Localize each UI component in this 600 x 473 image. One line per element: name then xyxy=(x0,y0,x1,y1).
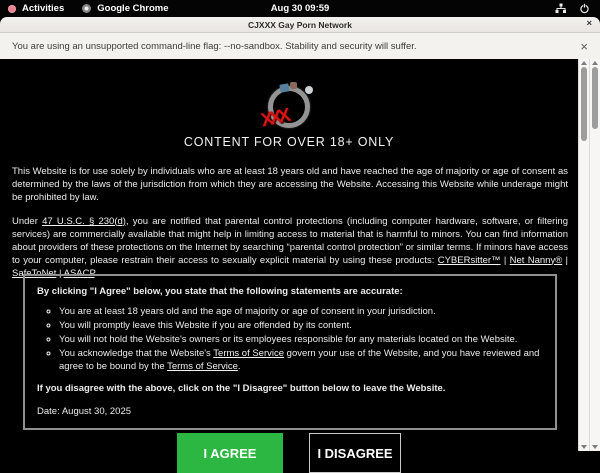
scrollbar-thumb-outer[interactable] xyxy=(581,67,587,141)
safetonet-link[interactable]: SafeToNet xyxy=(12,267,57,279)
p2-text: Under xyxy=(12,215,43,227)
p2-text: . xyxy=(94,267,98,279)
i-disagree-button[interactable]: I DISAGREE xyxy=(309,433,401,473)
bullet-text: govern your use of the Website, and you have reviewed and agree to be bound by the xyxy=(59,348,540,372)
age-gate-page xyxy=(0,59,600,461)
sandbox-warning-infobar xyxy=(0,33,600,59)
scroll-up-icon[interactable] xyxy=(592,61,598,65)
asacp-link[interactable]: ASACP xyxy=(63,267,95,279)
terms-of-service-link[interactable]: Terms of Service xyxy=(213,348,285,359)
usc-230d-link[interactable]: 47 U.S.C. § 230(d) xyxy=(42,215,126,227)
separator: | xyxy=(56,267,64,279)
list-item: ◦ You are at least 18 years old and the age of majority or age of consent in your jurisdiction. xyxy=(59,305,543,318)
age-statement-paragraph: This Website is for use solely by individuals who are at least 18 years old and have reached the age of majority or age of consent as determined by the laws of the jurisdiction from which they are accessing the Website. Accessing this Website while underage might be prohibited by law. xyxy=(12,165,568,203)
logo-dot-icon xyxy=(305,86,313,94)
app-menu-label: Google Chrome xyxy=(97,3,169,14)
scrollbar-area xyxy=(578,59,600,451)
chrome-icon xyxy=(82,4,91,13)
date-line: Date: August 30, 2025 xyxy=(37,406,132,417)
agreement-list xyxy=(37,305,543,373)
separator: | xyxy=(500,254,510,266)
infobar-close-icon[interactable]: × xyxy=(580,38,588,54)
disagree-note: If you disagree with the above, click on the "I Disagree" button below to leave the Website. xyxy=(37,383,446,394)
window-close-button[interactable]: × xyxy=(586,18,592,29)
bullet-text: . xyxy=(237,361,241,372)
terms-of-service-link[interactable]: Terms of Service xyxy=(167,361,238,372)
scrollbar-outer[interactable] xyxy=(578,59,589,451)
scroll-up-icon[interactable] xyxy=(581,61,587,65)
logo-figure-icon xyxy=(290,82,297,89)
recording-dot-icon xyxy=(8,5,16,13)
scroll-down-icon[interactable] xyxy=(592,445,598,449)
network-icon[interactable] xyxy=(555,3,567,14)
clock[interactable]: Aug 30 09:59 xyxy=(270,3,330,14)
app-menu-button[interactable] xyxy=(82,3,168,14)
gnome-top-bar xyxy=(0,0,600,17)
window-title: CJXXX Gay Porn Network xyxy=(248,19,352,30)
scroll-down-icon[interactable] xyxy=(581,445,587,449)
power-icon[interactable] xyxy=(579,3,590,14)
list-item: ◦ You will promptly leave this Website if you are offended by its content. xyxy=(59,319,543,332)
page-title: CONTENT FOR OVER 18+ ONLY xyxy=(183,135,395,149)
p2-text: , you are notified that parental control protections (including computer hardware, software, or filtering services) are commercially available that might help in limiting access to material that is harmful to minors. You can find information about providers of these protections on the Internet by searching “parental control protection” or similar terms. If minors have access to your computer, please restrain their access to sexually explicit material by using these products: xyxy=(12,215,568,266)
infobar-message: You are using an unsupported command-line flag: --no-sandbox. Stability and security will suffer. xyxy=(12,40,417,52)
list-item: ◦ You will not hold the Website's owners or its employees responsible for any materials located on the Website. xyxy=(59,333,543,346)
scrollbar-thumb-inner[interactable] xyxy=(592,67,598,129)
consent-buttons xyxy=(0,433,578,473)
separator: | xyxy=(562,254,569,266)
parental-control-paragraph xyxy=(12,215,568,280)
cybersitter-link[interactable]: CYBERsitter™ xyxy=(437,254,501,266)
net-nanny-link[interactable]: Net Nanny® xyxy=(509,254,563,266)
bullet-text: You acknowledge that the Website's xyxy=(59,348,214,359)
agreement-box xyxy=(23,274,557,430)
window-titlebar xyxy=(0,17,600,33)
i-agree-button[interactable]: I AGREE xyxy=(177,433,283,473)
site-logo xyxy=(258,83,313,132)
logo-figure-icon xyxy=(279,83,289,92)
activities-button[interactable] xyxy=(8,3,64,14)
scrollbar-inner[interactable] xyxy=(589,59,600,451)
logo-xxx-text: XXX xyxy=(258,105,289,132)
activities-label: Activities xyxy=(22,3,65,14)
list-item xyxy=(59,347,543,373)
agreement-intro: By clicking "I Agree" below, you state that the following statements are accurate: xyxy=(37,286,403,297)
